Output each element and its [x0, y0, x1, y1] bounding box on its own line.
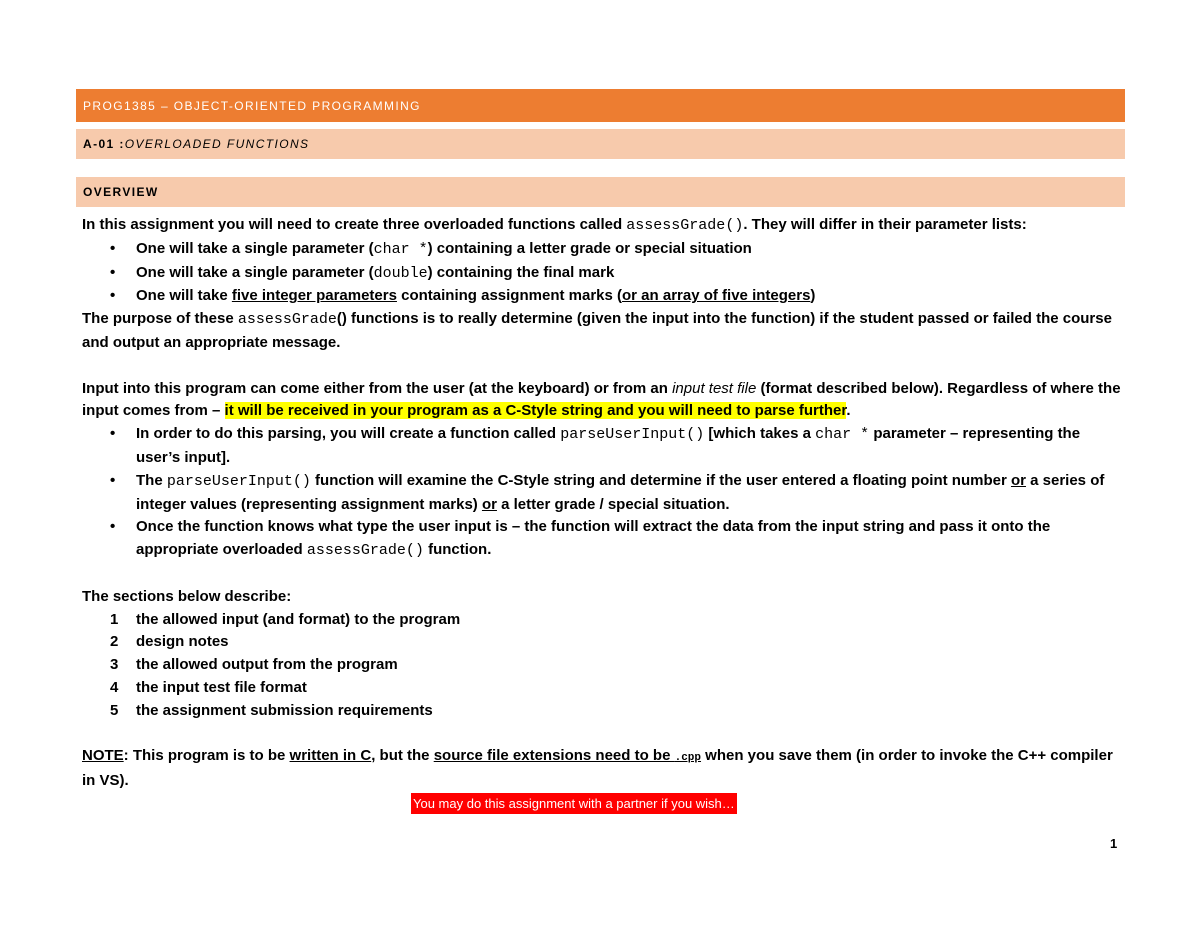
list-item: 5 the assignment submission requirements	[110, 701, 433, 719]
note-paragraph: NOTE: This program is to be written in C, but the source file extensions need to be .cpp when you save them (in order to invoke the C++ compiler in VS).	[82, 747, 1113, 790]
course-title-bar	[76, 89, 1125, 122]
list-item: • One will take five integer parameters containing assignment marks (or an array of five integers)	[82, 285, 1122, 308]
assignment-title-bar	[76, 129, 1125, 159]
list-item: • One will take a single parameter (double) containing the final mark	[82, 262, 1122, 286]
overview-heading-bar	[76, 177, 1125, 207]
assignment-title: OVERLOADED FUNCTIONS	[124, 137, 310, 151]
code-assessgrade: assessGrade()	[626, 217, 744, 234]
list-item: 3 the allowed output from the program	[110, 656, 398, 674]
list-item: • Once the function knows what type the user input is – the function will extract the data from the input string and pass it onto the appropriate overloaded assessGrade() function.	[82, 516, 1122, 563]
list-item: • One will take a single parameter (char *) containing a letter grade or special situation	[82, 238, 1122, 262]
partner-note: You may do this assignment with a partner if you wish…	[411, 793, 737, 814]
highlighted-text: it will be received in your program as a C-Style string and you will need to parse further	[224, 402, 847, 420]
document-body	[82, 214, 1122, 793]
list-item: • The parseUserInput() function will examine the C-Style string and determine if the user entered a floating point number or a series of integer values (representing assignment marks) or a letter grade / special situation.	[82, 470, 1122, 517]
sections-intro: The sections below describe:	[82, 587, 292, 605]
sections-list	[82, 609, 1122, 723]
list-item: • In order to do this parsing, you will create a function called parseUserInput() [which takes a char * parameter – representing the user’s input].	[82, 423, 1122, 470]
note-label: NOTE	[82, 747, 124, 765]
intro-paragraph: In this assignment you will need to create three overloaded functions called assessGrade(). They will differ in their parameter lists:	[82, 216, 1027, 234]
input-paragraph: Input into this program can come either from the user (at the keyboard) or from an input test file (format described below). Regardless of where the input comes from – it will be received in your program as a C-Style string and you will need to parse further.	[82, 379, 1121, 420]
list-item: 2 design notes	[110, 633, 229, 651]
parameter-list	[82, 238, 1122, 308]
assignment-prefix: A-01 :	[83, 137, 125, 151]
course-title: PROG1385 – OBJECT-ORIENTED PROGRAMMING	[83, 98, 421, 113]
parsing-list	[82, 423, 1122, 563]
list-item: 4 the input test file format	[110, 678, 307, 696]
list-item: 1 the allowed input (and format) to the program	[110, 610, 461, 628]
overview-heading: OVERVIEW	[83, 185, 159, 199]
page-number: 1	[1110, 836, 1118, 851]
purpose-paragraph: The purpose of these assessGrade() functions is to really determine (given the input into the function) if the student passed or failed the course and output an appropriate message.	[82, 310, 1112, 351]
